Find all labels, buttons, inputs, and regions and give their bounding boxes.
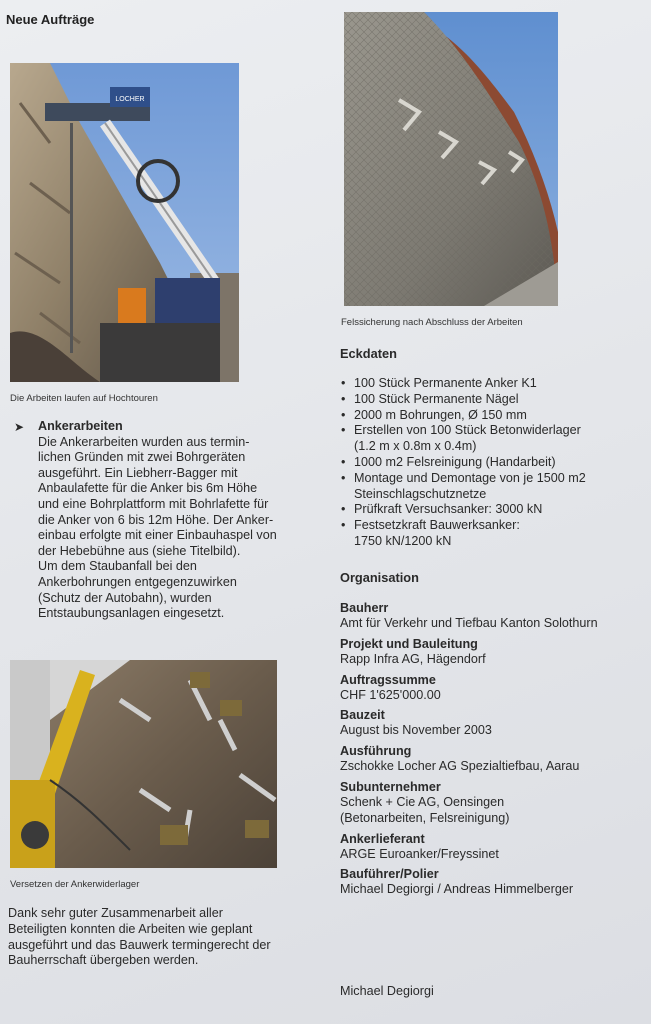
ankerarbeiten-line: lichen Gründen mit zwei Bohrgeräten — [38, 450, 246, 465]
eckdaten-item-line: • Montage und Demontage von je 1500 m2 — [354, 470, 586, 485]
organisation-value: (Betonarbeiten, Felsreinigung) — [340, 810, 510, 825]
organisation-entry — [340, 867, 645, 898]
eckdaten-item — [340, 392, 640, 408]
ankerarbeiten-line: Die Ankerarbeiten wurden aus termin- — [38, 434, 250, 449]
closing-line: Bauherrschaft übergeben werden. — [8, 953, 199, 968]
svg-text:LOCHER: LOCHER — [115, 96, 145, 103]
eckdaten-item — [340, 471, 640, 503]
organisation-label: Bauführer/Polier — [340, 867, 439, 882]
ankerarbeiten-line: und eine Bohrplattform mit Bohrlafette für — [38, 496, 269, 511]
ankerarbeiten-line: die Anker von 6 bis 12m Höhe. Der Anker- — [38, 512, 274, 527]
organisation-value: ARGE Euroanker/Freyssinet — [340, 846, 499, 861]
eckdaten-item-line: • 2000 m Bohrungen, Ø 150 mm — [354, 407, 527, 422]
caption-anchor-abutments: Versetzen der Ankerwiderlager — [10, 879, 140, 890]
organisation-label: Ankerlieferant — [340, 831, 425, 846]
eckdaten-item-line: • Erstellen von 100 Stück Betonwiderlager — [354, 423, 581, 438]
photo-anchor-abutments — [10, 660, 277, 868]
organisation-label: Auftragssumme — [340, 672, 436, 687]
eckdaten-item — [340, 376, 640, 392]
caption-secured-rock-face: Felssicherung nach Abschluss der Arbeiten — [341, 317, 523, 328]
organisation-entry — [340, 601, 645, 632]
organisation-value: Michael Degiorgi / Andreas Himmelberger — [340, 882, 574, 897]
organisation-heading: Organisation — [340, 570, 419, 585]
ankerarbeiten-line: Entstaubungsanlagen eingesetzt. — [38, 606, 225, 621]
organisation-entry — [340, 832, 645, 863]
arrow-bullet-icon: ➤ — [14, 420, 25, 434]
organisation-value: Zschokke Locher AG Spezialtiefbau, Aarau — [340, 759, 580, 774]
organisation-label: Bauzeit — [340, 708, 385, 723]
closing-line: Dank sehr guter Zusammenarbeit aller — [8, 906, 223, 920]
ankerarbeiten-line: Ankerbohrungen entgegenzuwirken — [38, 574, 237, 589]
eckdaten-item — [340, 455, 640, 471]
eckdaten-item — [340, 423, 640, 455]
closing-paragraph — [8, 906, 308, 969]
caption-drilling-platform: Die Arbeiten laufen auf Hochtouren — [10, 393, 158, 404]
closing-line: Beteiligten konnten die Arbeiten wie geplant — [8, 921, 253, 936]
eckdaten-item — [340, 518, 640, 550]
organisation-value: August bis November 2003 — [340, 723, 492, 738]
closing-line: ausgeführt und das Bauwerk termingerecht der — [8, 937, 271, 952]
eckdaten-item-line: • 100 Stück Permanente Nägel — [354, 391, 519, 406]
organisation-value: Amt für Verkehr und Tiefbau Kanton Solothurn — [340, 616, 598, 630]
organisation-value: Schenk + Cie AG, Oensingen — [340, 794, 505, 809]
organisation-label: Subunternehmer — [340, 779, 441, 794]
organisation-entry — [340, 637, 645, 668]
organisation-entry — [340, 780, 645, 827]
eckdaten-item-line: • Festsetzkraft Bauwerksanker: — [354, 518, 520, 533]
eckdaten-heading: Eckdaten — [340, 346, 397, 361]
ankerarbeiten-line: (Schutz der Autobahn), wurden — [38, 590, 212, 605]
ankerarbeiten-heading: Ankerarbeiten — [38, 419, 123, 433]
ankerarbeiten-line: Um dem Staubanfall bei den — [38, 559, 197, 574]
organisation-list — [340, 601, 645, 903]
organisation-entry — [340, 744, 645, 775]
ankerarbeiten-line: Anbaulafette für die Anker bis 6m Höhe — [38, 481, 258, 496]
organisation-entry — [340, 673, 645, 704]
organisation-value: CHF 1'625'000.00 — [340, 687, 441, 702]
eckdaten-item-line: Steinschlagschutznetze — [354, 486, 487, 501]
ankerarbeiten-line: der Hebebühne aus (siehe Titelbild). — [38, 543, 241, 558]
ankerarbeiten-line: ausgeführt. Ein Liebherr-Bagger mit — [38, 465, 238, 480]
eckdaten-item-line: 1750 kN/1200 kN — [354, 533, 452, 548]
organisation-label: Ausführung — [340, 744, 412, 759]
eckdaten-list — [340, 376, 640, 550]
page-title: Neue Aufträge — [6, 12, 95, 27]
organisation-label: Projekt und Bauleitung — [340, 636, 478, 651]
eckdaten-item — [340, 502, 640, 518]
photo-drilling-platform — [10, 63, 239, 382]
eckdaten-item — [340, 408, 640, 424]
ankerarbeiten-line: einbau erfolgte mit einer Einbauhaspel von — [38, 528, 277, 543]
eckdaten-item-line: • 100 Stück Permanente Anker K1 — [354, 376, 537, 390]
photo-secured-rock-face — [344, 12, 558, 306]
eckdaten-item-line: (1.2 m x 0.8m x 0.4m) — [354, 439, 477, 454]
signature: Michael Degiorgi — [340, 984, 434, 998]
ankerarbeiten-section — [38, 419, 298, 622]
organisation-value: Rapp Infra AG, Hägendorf — [340, 651, 486, 666]
eckdaten-item-line: • Prüfkraft Versuchsanker: 3000 kN — [354, 502, 543, 517]
eckdaten-item-line: • 1000 m2 Felsreinigung (Handarbeit) — [354, 454, 556, 469]
organisation-label: Bauherr — [340, 601, 389, 615]
organisation-entry — [340, 708, 645, 739]
